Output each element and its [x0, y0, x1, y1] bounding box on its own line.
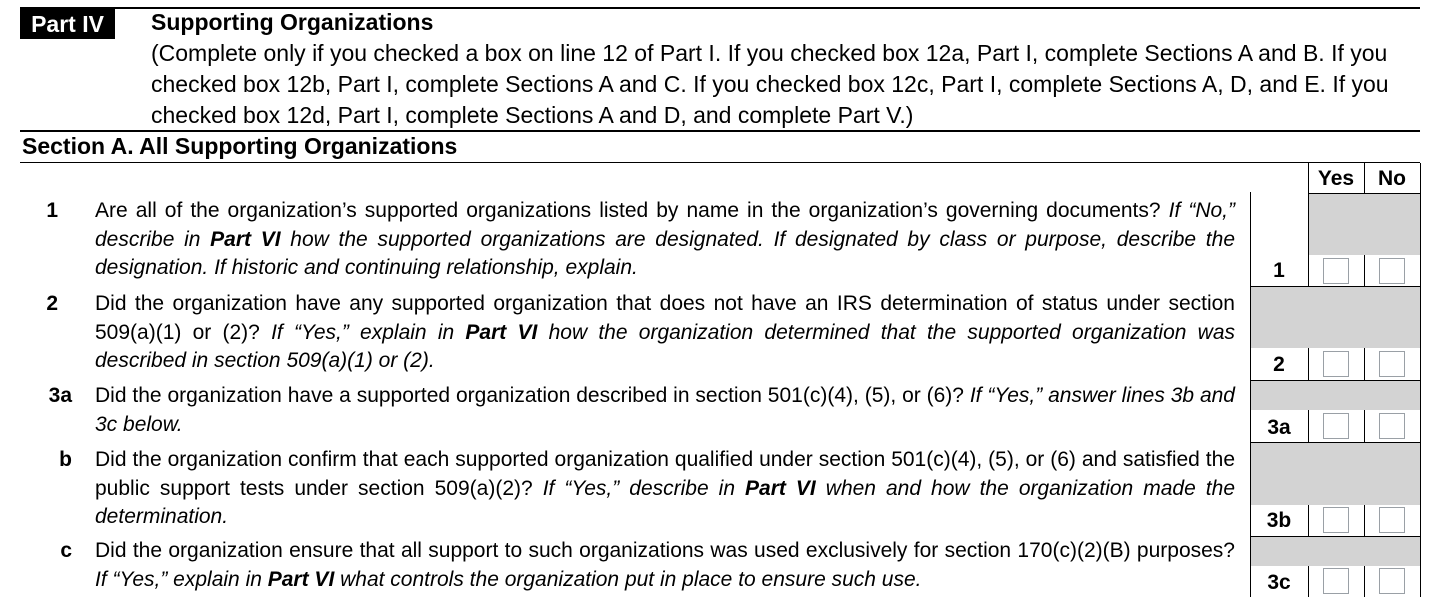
- yes-checkbox[interactable]: [1323, 351, 1349, 377]
- shaded-cell: [1251, 443, 1420, 505]
- line-label: 1: [1273, 259, 1285, 282]
- yes-checkbox[interactable]: [1323, 413, 1349, 439]
- no-checkbox[interactable]: [1379, 351, 1405, 377]
- shaded-cell: [1251, 287, 1420, 348]
- no-checkbox[interactable]: [1379, 258, 1405, 284]
- no-checkbox[interactable]: [1379, 413, 1405, 439]
- yes-checkbox[interactable]: [1323, 568, 1349, 594]
- question-text: Did the organization have a supported organization described in section 501(c)(4), (5), or (6)? If “Yes,” answer lines 3b and 3c below.: [95, 384, 1235, 436]
- question-text: Did the organization confirm that each supported organization qualified under section 501(c)(4), (5), or (6) and satisfied the public support tests under section 509(a)(2)? If “Yes,” describe in Part VI when and how the organization made the determination.: [95, 448, 1235, 528]
- part-badge: Part IV: [20, 9, 115, 39]
- yes-checkbox[interactable]: [1323, 507, 1349, 533]
- yes-checkbox[interactable]: [1323, 258, 1349, 284]
- question-text: Did the organization ensure that all support to such organizations was used exclusively for section 170(c)(2)(B) purposes? If “Yes,” explain in Part VI what controls the organization put in place to ensure such use.: [95, 539, 1235, 591]
- shaded-cell: [1251, 381, 1420, 410]
- shaded-cell: [1309, 194, 1420, 255]
- no-checkbox[interactable]: [1379, 568, 1405, 594]
- shaded-cell: [1251, 537, 1420, 566]
- line-label: 3c: [1267, 571, 1291, 594]
- question-text: Are all of the organization’s supported organizations listed by name in the organization’s governing documents? If “No,” describe in Part VI how the supported organizations are designated. If designated by class or purpose, describe the designation. If historic and continuing relationship, explain.: [95, 199, 1235, 279]
- no-checkbox[interactable]: [1379, 507, 1405, 533]
- section-bottom-rule: [20, 162, 1420, 163]
- question-number: c: [60, 539, 72, 562]
- part-title: Supporting Organizations: [151, 9, 434, 35]
- question-number: b: [59, 448, 72, 471]
- line-label: 3b: [1266, 509, 1292, 532]
- line-label: 3a: [1267, 416, 1291, 439]
- no-column-header: No: [1378, 167, 1406, 190]
- line-label: 2: [1273, 353, 1285, 376]
- yes-column-header: Yes: [1317, 167, 1355, 190]
- section-title: Section A. All Supporting Organizations: [22, 133, 458, 159]
- question-number: 2: [46, 292, 58, 315]
- question-number: 1: [46, 199, 58, 222]
- question-text: Did the organization have any supported organization that does not have an IRS determination of status under section 509(a)(1) or (2)? If “Yes,” explain in Part VI how the organization determined that the supported organization was described in section 509(a)(1) or (2).: [95, 292, 1236, 372]
- part-instructions: (Complete only if you checked a box on line 12 of Part I. If you checked box 12a, Part I, complete Sections A and B. If you checked box 12b, Part I, complete Sections A and C. If you checked box 12c, Part I, complete Sections A, D, and E. If you checked box 12d, Part I, complete Sections A and D, and complete Part V.): [151, 40, 1389, 128]
- question-number: 3a: [48, 384, 72, 407]
